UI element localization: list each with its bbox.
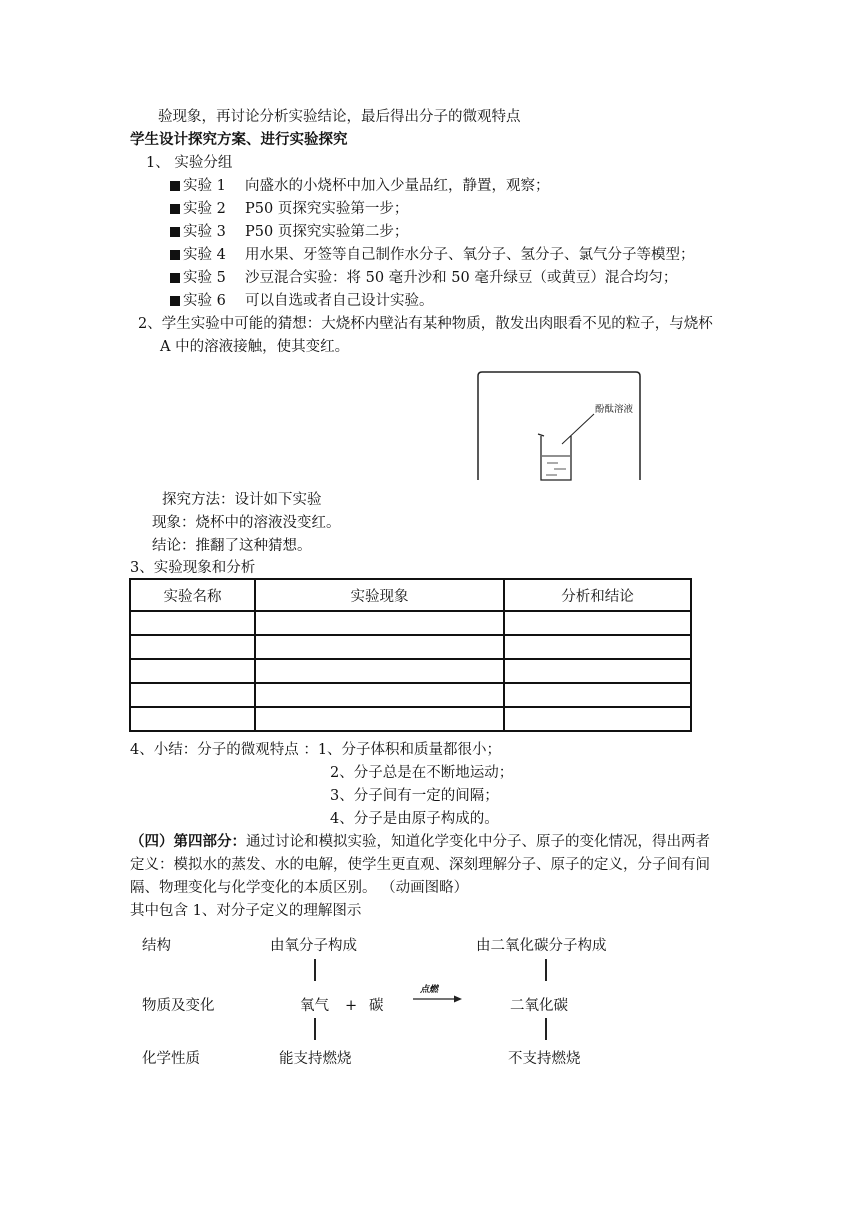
table-cell <box>255 707 504 731</box>
table-cell <box>130 707 255 731</box>
connector-line <box>545 959 547 981</box>
connector-line <box>314 1018 316 1040</box>
part4-text: 通过讨论和模拟实验，知道化学变化中分子、原子的变化情况，得出两者 <box>246 834 710 850</box>
experiment-desc: 用水果、牙签等自己制作水分子、氧分子、氢分子、氯气分子等模型； <box>245 247 695 263</box>
experiment-desc: 可以自选或者自己设计实验。 <box>245 293 434 309</box>
table-cell <box>504 611 691 635</box>
table-cell <box>504 635 691 659</box>
table-row <box>130 659 691 683</box>
table-cell <box>130 611 255 635</box>
oxygen-substance: 氧气 <box>300 998 329 1014</box>
figure-label: 酚酞溶液 <box>595 404 634 415</box>
table-cell <box>130 659 255 683</box>
row-label-property: 化学性质 <box>142 1051 200 1067</box>
experiment-name: 实验 1 <box>183 178 226 194</box>
experiment-desc: 沙豆混合实验：将 50 毫升沙和 50 毫升绿豆（或黄豆）混合均匀； <box>245 270 678 286</box>
part4-line-4: 其中包含 1、对分子定义的理解图示 <box>130 903 362 919</box>
experiment-item <box>170 222 408 242</box>
summary-point: 4、分子是由原子构成的。 <box>330 811 499 827</box>
table-cell <box>130 635 255 659</box>
experiment-item <box>170 199 408 219</box>
row-label-structure: 结构 <box>142 938 171 954</box>
oxygen-property: 能支持燃烧 <box>279 1051 352 1067</box>
experiment-name: 实验 2 <box>183 201 226 217</box>
experiment-name: 实验 6 <box>183 293 226 309</box>
square-bullet-icon <box>170 296 180 306</box>
square-bullet-icon <box>170 250 180 260</box>
co2-substance: 二氧化碳 <box>510 998 568 1014</box>
square-bullet-icon <box>170 227 180 237</box>
carbon-substance: 碳 <box>369 998 384 1014</box>
conclusion-line: 结论：推翻了这种猜想。 <box>152 538 312 554</box>
part4-line-1 <box>130 832 710 852</box>
table-cell <box>504 683 691 707</box>
summary-point: 3、分子间有一定的间隔； <box>330 788 499 804</box>
part4-line-2: 定义：模拟水的蒸发、水的电解，使学生更直观、深刻理解分子、原子的定义，分子间有间 <box>130 857 710 873</box>
square-bullet-icon <box>170 204 180 214</box>
connector-line <box>545 1018 547 1040</box>
arrow-label: 点燃 <box>420 985 439 995</box>
co2-property: 不支持燃烧 <box>508 1051 581 1067</box>
part4-line-3: 隔、物理变化与化学变化的本质区别。 （动画图略） <box>130 880 469 896</box>
analysis-heading: 3、实验现象和分析 <box>130 560 256 576</box>
plus-sign: + <box>345 998 358 1014</box>
table-row <box>130 635 691 659</box>
section-title: 学生设计探究方案、进行实验探究 <box>130 131 348 148</box>
experiment-desc: P50 页探究实验第一步； <box>245 201 409 217</box>
method-line: 探究方法：设计如下实验 <box>162 492 322 508</box>
row-label-substance: 物质及变化 <box>142 998 215 1014</box>
experiment-name: 实验 4 <box>183 247 226 263</box>
experiment-name: 实验 3 <box>183 224 226 240</box>
square-bullet-icon <box>170 273 180 283</box>
table-row <box>130 707 691 731</box>
analysis-table <box>129 578 692 732</box>
beaker-figure <box>470 368 650 484</box>
table-row <box>130 683 691 707</box>
summary-point: 2、分子总是在不断地运动； <box>330 765 514 781</box>
column-header: 实验名称 <box>130 579 255 611</box>
co2-structure: 由二氧化碳分子构成 <box>476 938 607 954</box>
table-row <box>130 611 691 635</box>
phenomenon-line: 现象：烧杯中的溶液没变红。 <box>152 515 341 531</box>
table-header-row <box>130 579 691 611</box>
experiment-desc: P50 页探究实验第二步； <box>245 224 409 240</box>
column-header: 分析和结论 <box>504 579 691 611</box>
table-cell <box>130 683 255 707</box>
experiment-item <box>170 291 434 311</box>
table-cell <box>255 659 504 683</box>
table-cell <box>504 707 691 731</box>
connector-line <box>314 959 316 981</box>
experiment-name: 实验 5 <box>183 270 226 286</box>
table-cell <box>504 659 691 683</box>
reaction-arrow-icon <box>412 994 464 1004</box>
table-cell <box>255 635 504 659</box>
guess-line-2: A 中的溶液接触，使其变红。 <box>160 339 350 355</box>
experiment-desc: 向盛水的小烧杯中加入少量品红，静置，观察； <box>245 178 550 194</box>
column-header: 实验现象 <box>255 579 504 611</box>
experiment-item <box>170 268 677 288</box>
part4-title: （四）第四部分： <box>130 833 246 850</box>
square-bullet-icon <box>170 181 180 191</box>
oxygen-structure: 由氧分子构成 <box>270 938 357 954</box>
experiment-item <box>170 176 550 196</box>
table-cell <box>255 611 504 635</box>
table-cell <box>255 683 504 707</box>
grouping-heading: 1、 实验分组 <box>146 155 233 171</box>
summary-lead: 4、小结：分子的微观特点 ：1、分子体积和质量都很小； <box>130 742 502 758</box>
intro-line: 验现象，再讨论分析实验结论，最后得出分子的微观特点 <box>158 109 521 125</box>
guess-line-1: 2、学生实验中可能的猜想：大烧杯内壁沾有某种物质，散发出肉眼看不见的粒子，与烧杯 <box>138 316 713 332</box>
experiment-item <box>170 245 695 265</box>
